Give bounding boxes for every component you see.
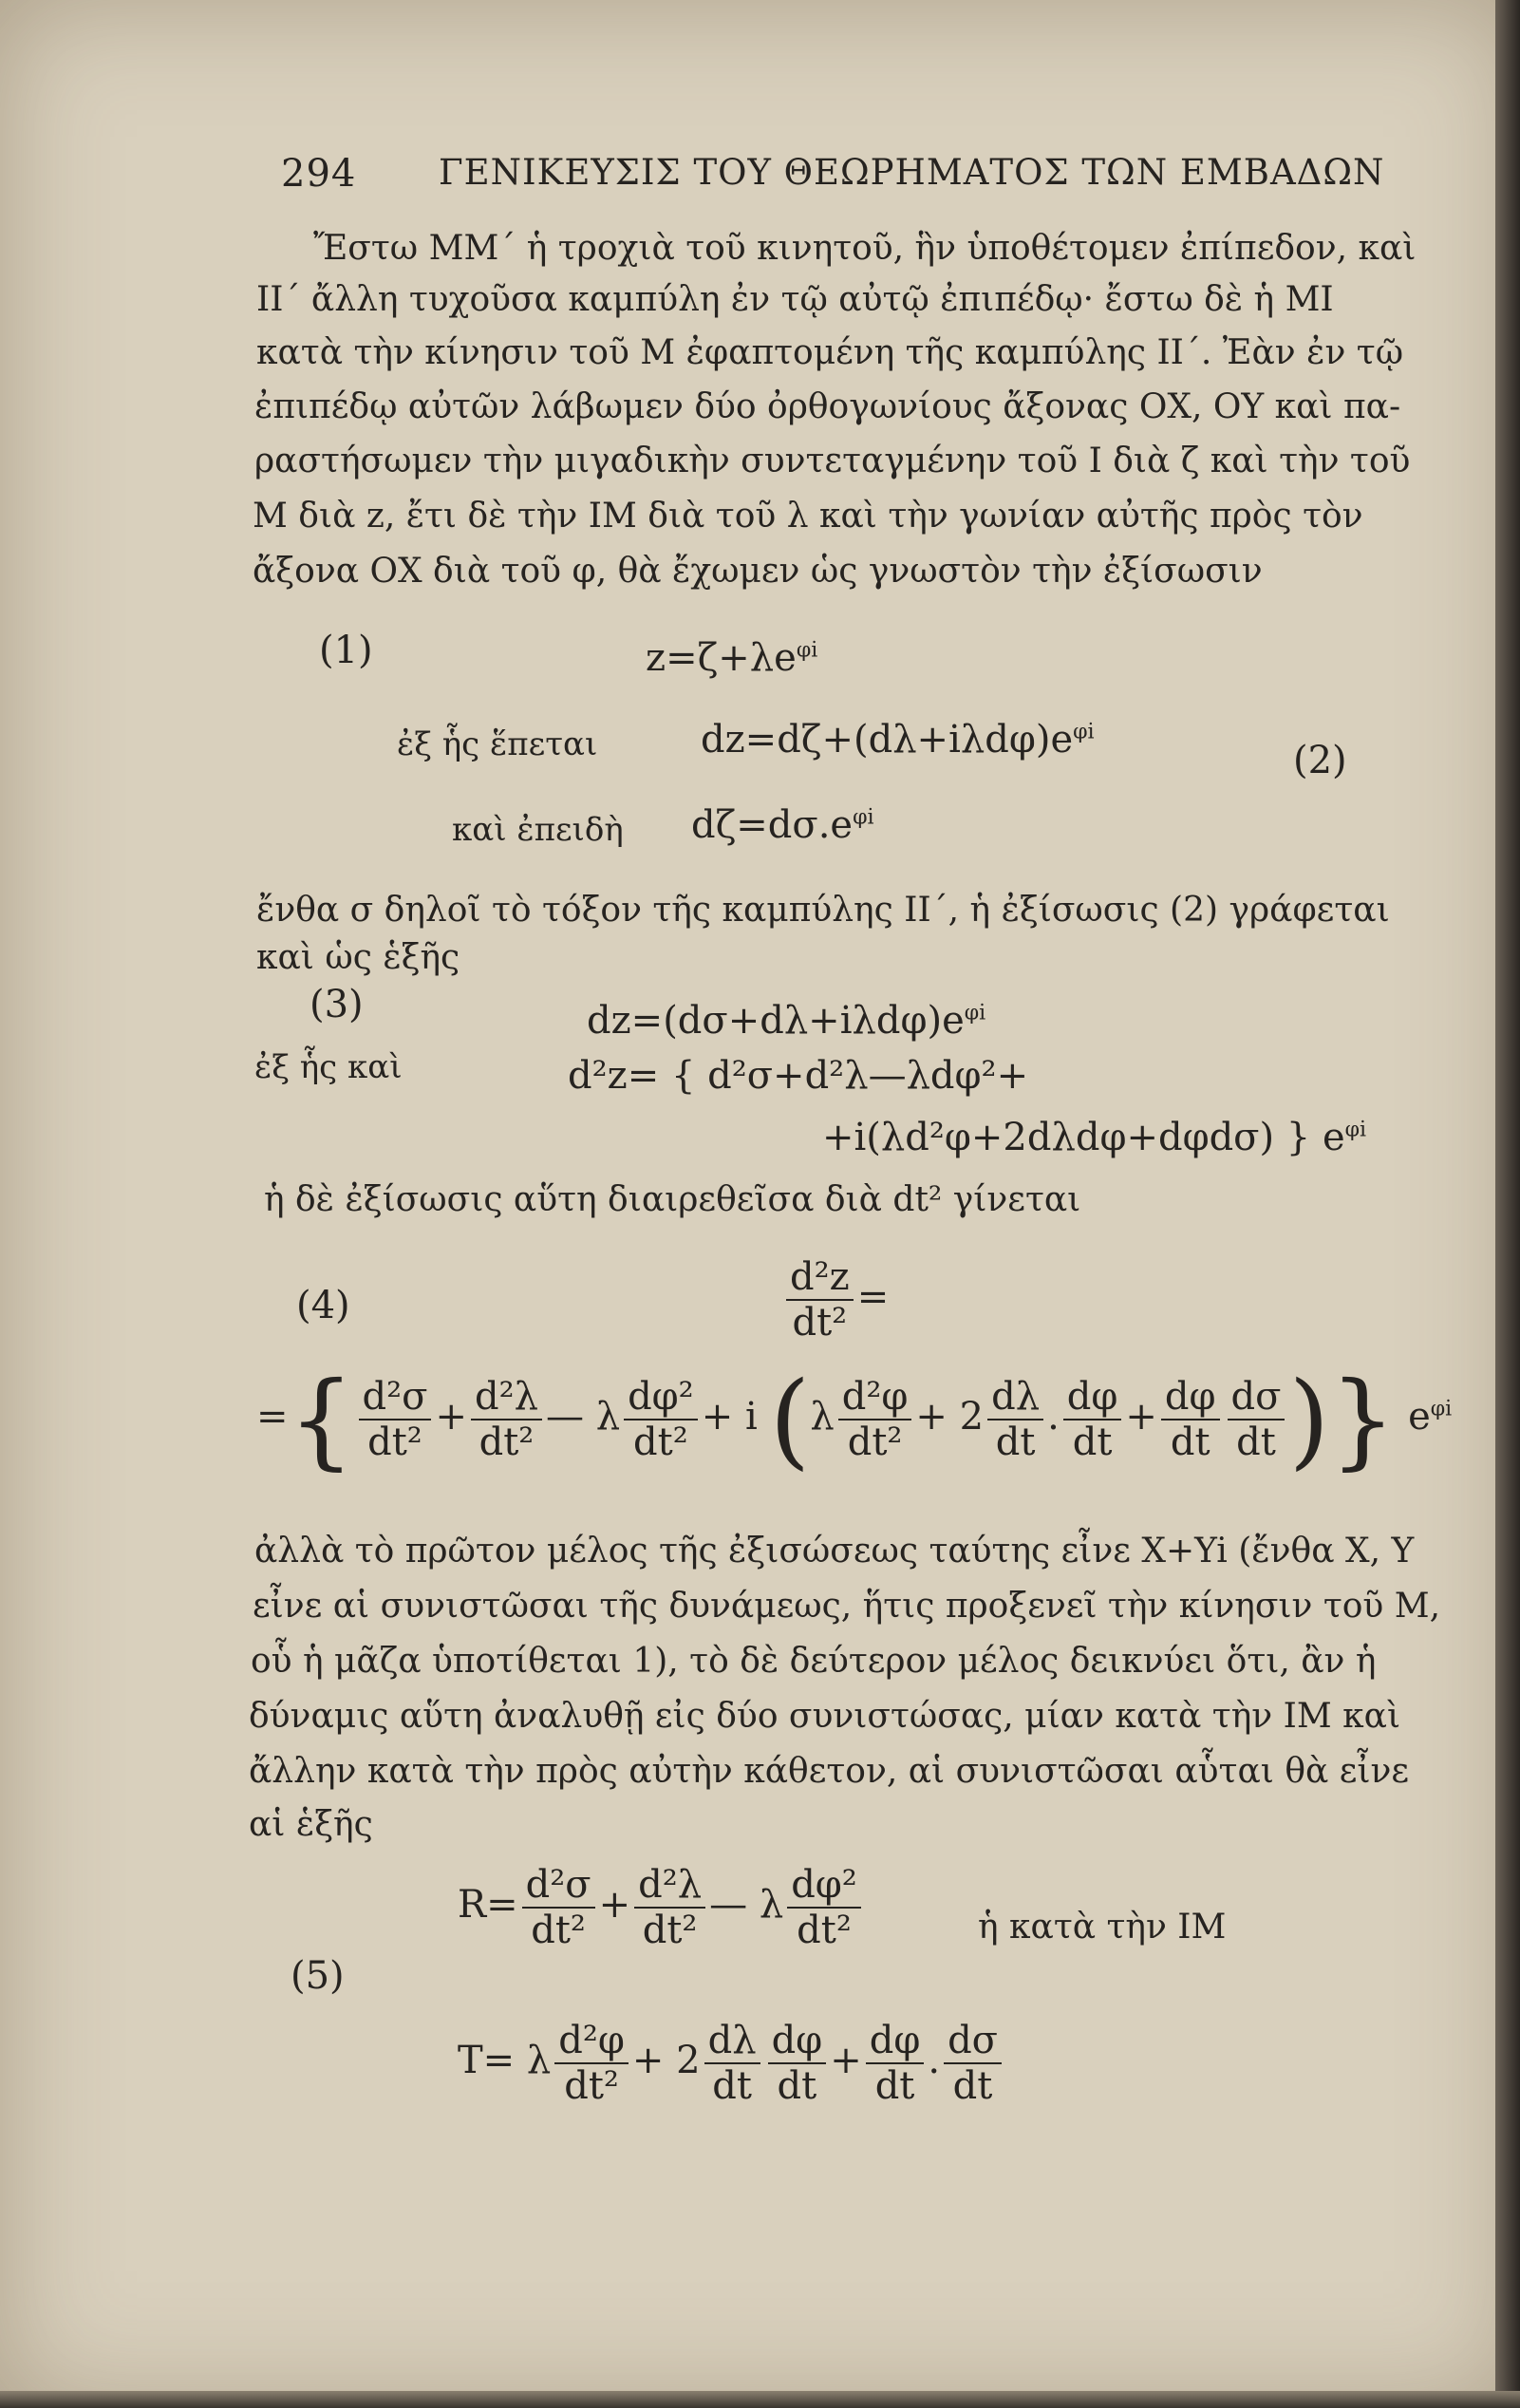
- text-lead: ἐξ ἧς ἕπεται: [397, 725, 598, 763]
- text-line: δύναμις αὕτη ἀναλυθῇ εἰς δύο συνιστώσας, μίαν κατὰ τὴν ΙΜ καὶ: [249, 1697, 1401, 1736]
- text-line: εἶνε αἱ συνιστῶσαι τῆς δυνάμεως, ἥτις προξενεῖ τὴν κίνησιν τοῦ Μ,: [253, 1587, 1441, 1626]
- equation-note: ἡ κατὰ τὴν ΙΜ: [978, 1908, 1227, 1947]
- equation-number: (4): [296, 1284, 350, 1327]
- equation-1: $z=\zeta+\lambda e^{\varphi i}$: [646, 636, 818, 680]
- equation-number: (5): [291, 1954, 345, 1998]
- equation-number: (2): [1293, 739, 1347, 782]
- text-line: ΙΙ΄ ἄλλη τυχοῦσα καμπύλη ἐν τῷ αὐτῷ ἐπιπέδῳ· ἔστω δὲ ἡ ΜΙ: [256, 280, 1334, 319]
- text-line: καὶ ὡς ἑξῆς: [256, 938, 460, 977]
- text-line: ἄλλην κατὰ τὴν πρὸς αὐτὴν κάθετον, αἱ συνιστῶσαι αὗται θὰ εἶνε: [249, 1752, 1410, 1791]
- text-line: Μ διὰ z, ἔτι δὲ τὴν ΙΜ διὰ τοῦ λ καὶ τὴν γωνίαν αὐτῆς πρὸς τὸν: [253, 497, 1363, 536]
- equation-3b-line2: +i(λd²φ+2dλdφ+dφdσ) } $e^{\varphi i}$: [822, 1116, 1367, 1159]
- text-line: ἄξονα ΟΧ διὰ τοῦ φ, θὰ ἔχωμεν ὡς γνωστὸν τὴν ἐξίσωσιν: [253, 552, 1263, 591]
- page-number: 294: [281, 152, 357, 196]
- equation-number: (1): [319, 629, 373, 672]
- text-line: ἐπιπέδῳ αὐτῶν λάβωμεν δύο ὀρθογωνίους ἄξονας ΟΧ, ΟΥ καὶ πα-: [254, 387, 1401, 426]
- running-title: ΓΕΝΙΚΕΥΣΙΣ ΤΟΥ ΘΕΩΡΗΜΑΤΟΣ ΤΩΝ ΕΜΒΑΔΩΝ: [439, 152, 1385, 193]
- equation-3b-line1: d²z= { d²σ+d²λ—λdφ²+: [568, 1054, 1029, 1098]
- text-lead: καὶ ἐπειδὴ: [452, 811, 624, 849]
- page-edge-bottom: [0, 2391, 1520, 2408]
- equation-3: $dz=(d\sigma+d\lambda+i\lambda d\varphi)e^{\varphi i}$: [587, 999, 986, 1043]
- text-line: ραστήσωμεν τὴν μιγαδικὴν συντεταγμένην τοῦ Ι διὰ ζ καὶ τὴν τοῦ: [254, 442, 1411, 480]
- equation-5-R: R= $\frac{\text{d²σ}}{\text{dt²}}$ + $\frac{\text{d²λ}}{\text{dt²}}$ — λ $\frac{\text{dφ²}}{\text{dt²}}$: [458, 1863, 865, 1952]
- equation-number: (3): [310, 983, 364, 1026]
- text-line: ἔνθα σ δηλοῖ τὸ τόξον τῆς καμπύλης ΙΙ΄, ἡ ἐξίσωσις (2) γράφεται: [256, 891, 1390, 930]
- text-line: οὗ ἡ μᾶζα ὑποτίθεται 1), τὸ δὲ δεύτερον μέλος δεικνύει ὅτι, ἂν ἡ: [251, 1642, 1377, 1681]
- text-lead: ἐξ ἧς καὶ: [254, 1048, 403, 1086]
- text-line: αἱ ἑξῆς: [249, 1805, 373, 1844]
- page-edge: [1495, 0, 1520, 2408]
- equation-4-rhs: ={ $\frac{\text{d²σ}}{\text{dt²}}$ + $\frac{\text{d²λ}}{\text{dt²}}$ — λ $\frac{\text{dφ²}}{\text{dt²}}$ + i (λ $\frac{\text{d²φ}}{\text{dt²}}$ + 2 $\frac{d\lambda}{dt}$ . $\frac{d\varphi}{dt}$ + $\frac{d\varphi}{dt}$ $\frac{d\sigma}{dt}$ )} $e^{\varphi i}$: [256, 1359, 1453, 1480]
- equation-2b: $d\zeta=d\sigma.e^{\varphi i}$: [691, 803, 874, 847]
- text-line: κατὰ τὴν κίνησιν τοῦ Μ ἐφαπτομένη τῆς καμπύλης ΙΙ΄. Ἐὰν ἐν τῷ: [256, 333, 1404, 372]
- equation-4-lhs: $\frac{\text{d²z}}{\text{dt²}}$ =: [782, 1255, 889, 1345]
- text-line: Ἔστω ΜΜ΄ ἡ τροχιὰ τοῦ κινητοῦ, ἣν ὑποθέτομεν ἐπίπεδον, καὶ: [313, 229, 1417, 268]
- equation-2: $dz=d\zeta+(d\lambda+i\lambda d\varphi)e^{\varphi i}$: [701, 718, 1095, 762]
- text-line: ἡ δὲ ἐξίσωσις αὕτη διαιρεθεῖσα διὰ dt² γίνεται: [264, 1180, 1081, 1219]
- text-line: ἀλλὰ τὸ πρῶτον μέλος τῆς ἐξισώσεως ταύτης εἶνε X+Yi (ἔνθα Χ, Υ: [254, 1532, 1415, 1571]
- equation-5-T: T= λ $\frac{\text{d²φ}}{\text{dt²}}$ + 2 $\frac{d\lambda}{dt}$ $\frac{d\varphi}{dt}$ + $\frac{d\varphi}{dt}$ . $\frac{d\sigma}{dt}$: [458, 2019, 1005, 2108]
